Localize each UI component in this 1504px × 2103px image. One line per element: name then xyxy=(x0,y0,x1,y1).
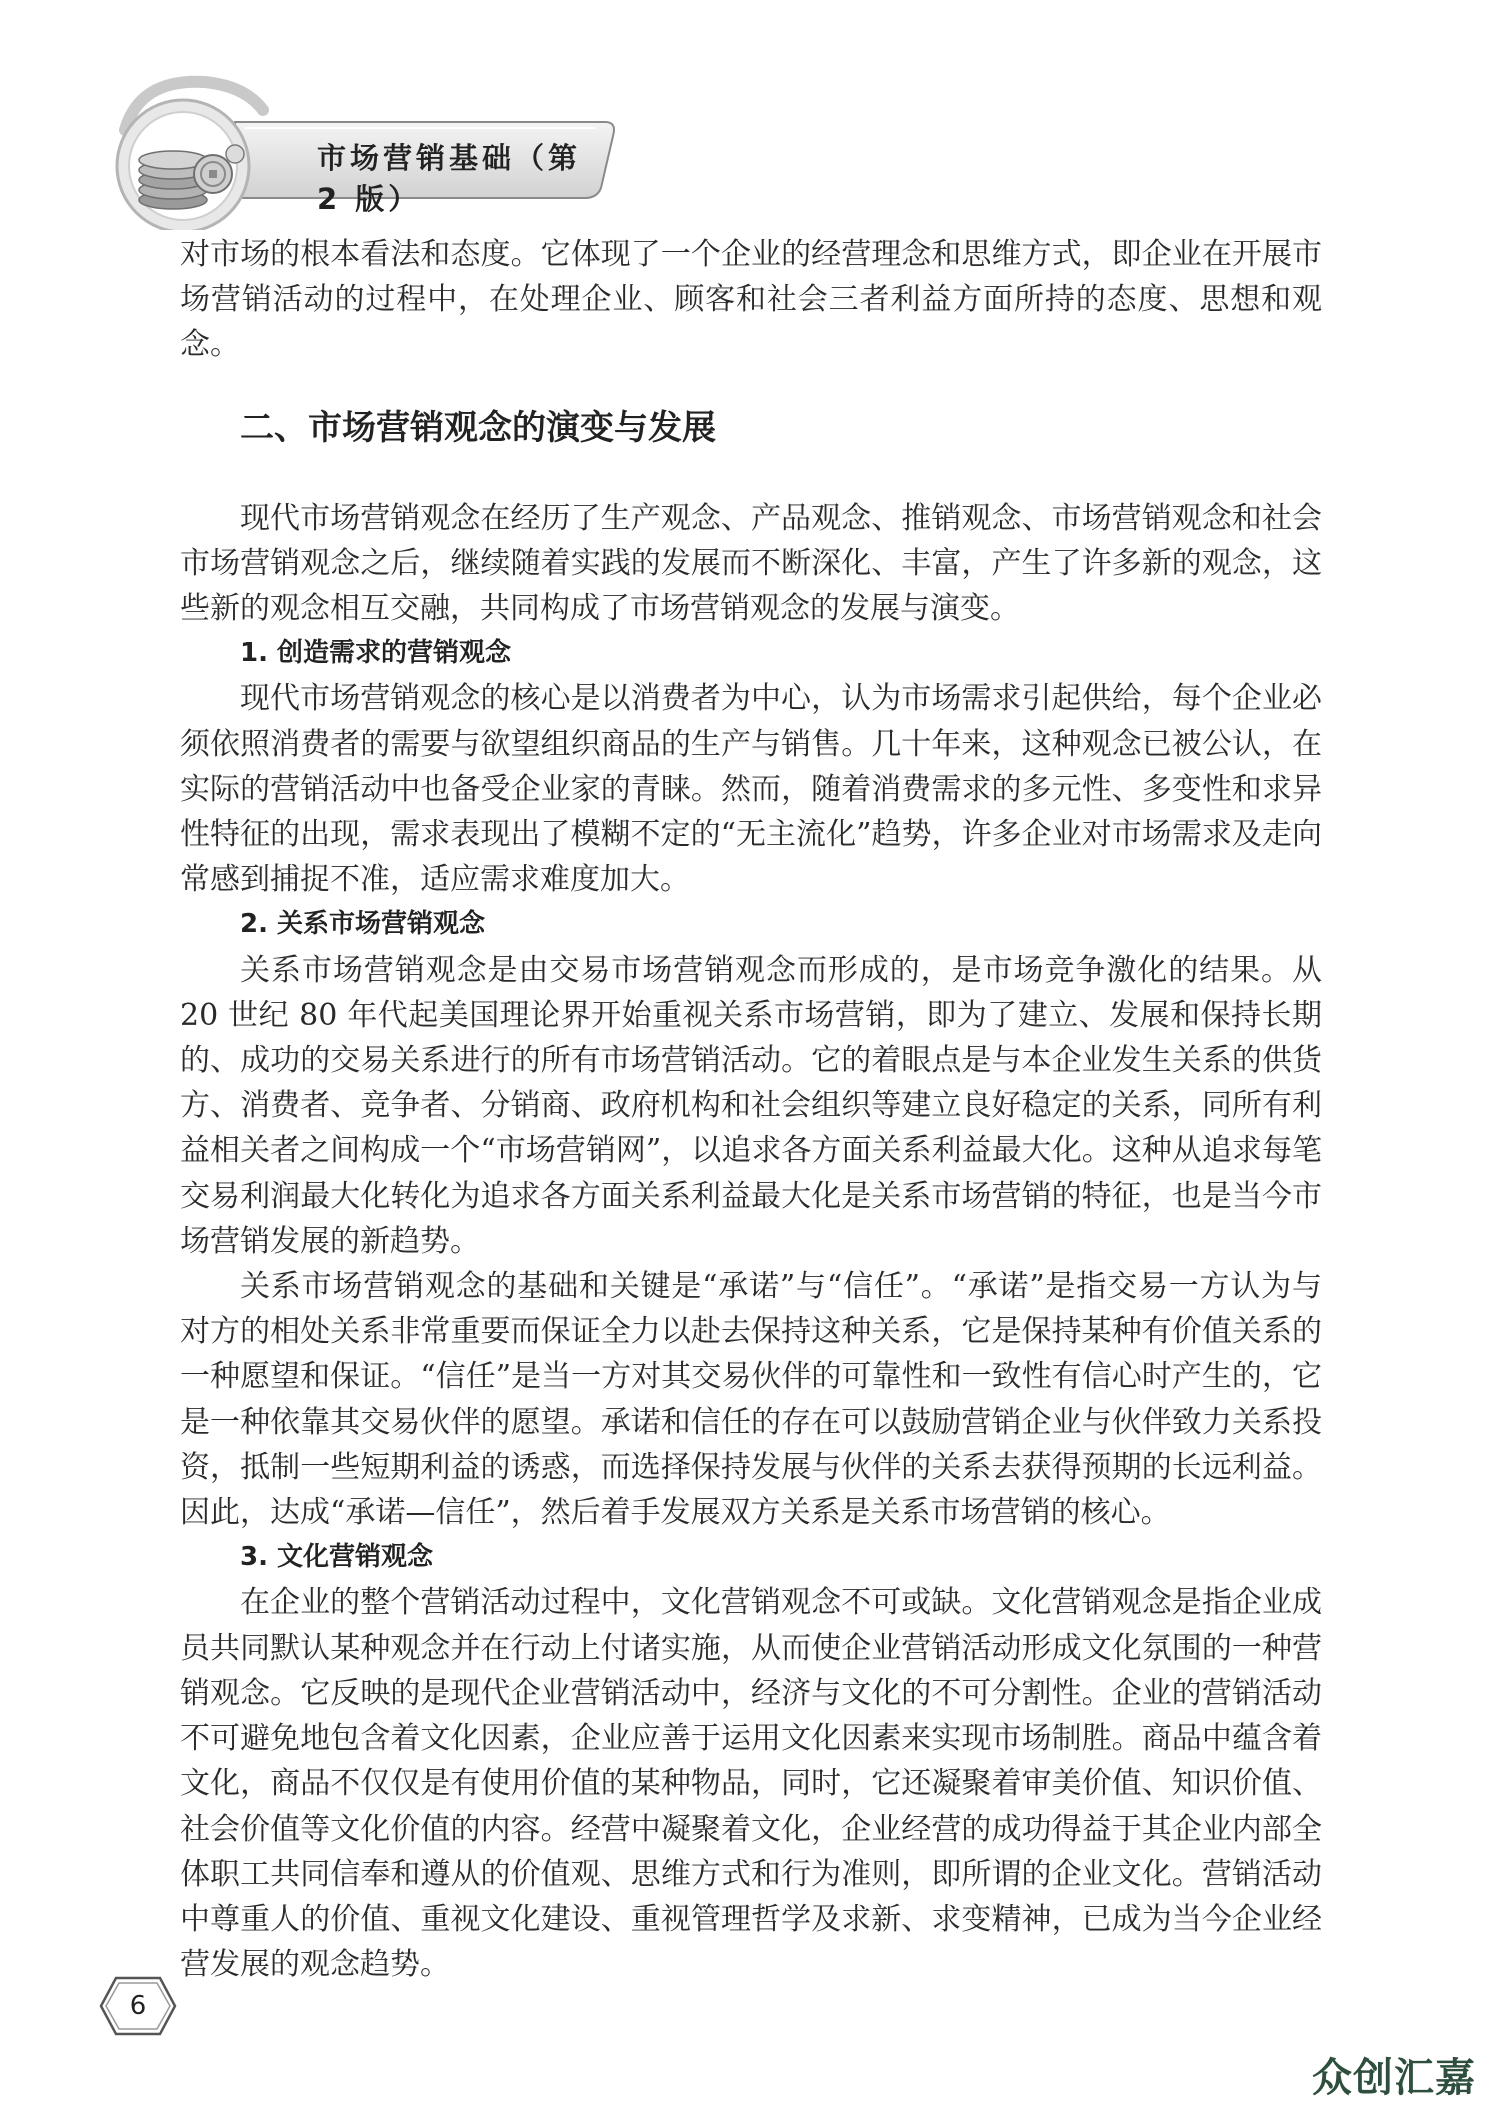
page-body xyxy=(180,232,1322,1987)
paragraph-commitment-trust: 关系市场营销观念的基础和关键是“承诺”与“信任”。“承诺”是指交易一方认为与对方的相处关系非常重要而保证全力以赴去保持这种关系，它是保持某种有价值关系的一种愿望和保证。“信任”是当一方对其交易伙伴的可靠性和一致性有信心时产生的，它是一种依靠其交易伙伴的愿望。承诺和信任的存在可以鼓励营销企业与伙伴致力关系投资，抵制一些短期利益的诱惑，而选择保持发展与伙伴的关系去获得预期的长远利益。因此，达成“承诺—信任”，然后着手发展双方关系是关系市场营销的核心。 xyxy=(180,1269,1322,1531)
page-number: 6 xyxy=(129,1991,147,2021)
paragraph-relationship-marketing: 关系市场营销观念是由交易市场营销观念而形成的，是市场竞争激化的结果。从 20 世纪 80 年代起美国理论界开始重视关系市场营销，即为了建立、发展和保持长期的、成功的交易关系进行的所有市场营销活动。它的着眼点是与本企业发生关系的供货方、消费者、竞争者、分销商、政府机构和社会组织等建立良好稳定的关系，同所有利益相关者之间构成一个“市场营销网”，以追求各方面关系利益最大化。这种从追求每笔交易利润最大化转化为追求各方面关系利益最大化是关系市场营销的特征，也是当今市场营销发展的新趋势。 xyxy=(180,952,1322,1259)
section-heading: 二、市场营销观念的演变与发展 xyxy=(240,407,716,448)
running-header xyxy=(95,70,615,230)
book-title: 市场营销基础（第 2 版） xyxy=(317,141,582,216)
page-number-badge xyxy=(98,1975,178,2037)
paragraph-continuation: 对市场的根本看法和态度。它体现了一个企业的经营理念和思维方式，即企业在开展市场营销活动的过程中，在处理企业、顾客和社会三者利益方面所持的态度、思想和观念。 xyxy=(180,237,1322,363)
paragraph-cultural-marketing: 在企业的整个营销活动过程中，文化营销观念不可或缺。文化营销观念是指企业成员共同默认某种观念并在行动上付诸实施，从而使企业营销活动形成文化氛围的一种营销观念。它反映的是现代企业营销活动中，经济与文化的不可分割性。企业的营销活动不可避免地包含着文化因素，企业应善于运用文化因素来实现市场制胜。商品中蕴含着文化，商品不仅仅是有使用价值的某种物品，同时，它还凝聚着审美价值、知识价值、社会价值等文化价值的内容。经营中凝聚着文化，企业经营的成功得益于其企业内部全体职工共同信奉和遵从的价值观、思维方式和行为准则，即所谓的企业文化。营销活动中尊重人的价值、重视文化建设、重视管理哲学及求新、求变精神，已成为当今企业经营发展的观念趋势。 xyxy=(180,1585,1322,1983)
subsection-heading-1: 1. 创造需求的营销观念 xyxy=(240,638,512,669)
watermark: 众创汇嘉 xyxy=(1312,2055,1476,2101)
paragraph-creating-demand: 现代市场营销观念的核心是以消费者为中心，认为市场需求引起供给，每个企业必须依照消费者的需要与欲望组织商品的生产与销售。几十年来，这种观念已被公认，在实际的营销活动中也备受企业家的青睐。然而，随着消费需求的多元性、多变性和求异性特征的出现，需求表现出了模糊不定的“无主流化”趋势，许多企业对市场需求及走向常感到捕捉不准，适应需求难度加大。 xyxy=(180,681,1322,898)
subsection-heading-2: 2. 关系市场营销观念 xyxy=(240,909,486,940)
paragraph-section-intro: 现代市场营销观念在经历了生产观念、产品观念、推销观念、市场营销观念和社会市场营销观念之后，继续随着实践的发展而不断深化、丰富，产生了许多新的观念，这些新的观念相互交融，共同构成了市场营销观念的发展与演变。 xyxy=(180,500,1322,627)
subsection-heading-3: 3. 文化营销观念 xyxy=(240,1542,434,1573)
